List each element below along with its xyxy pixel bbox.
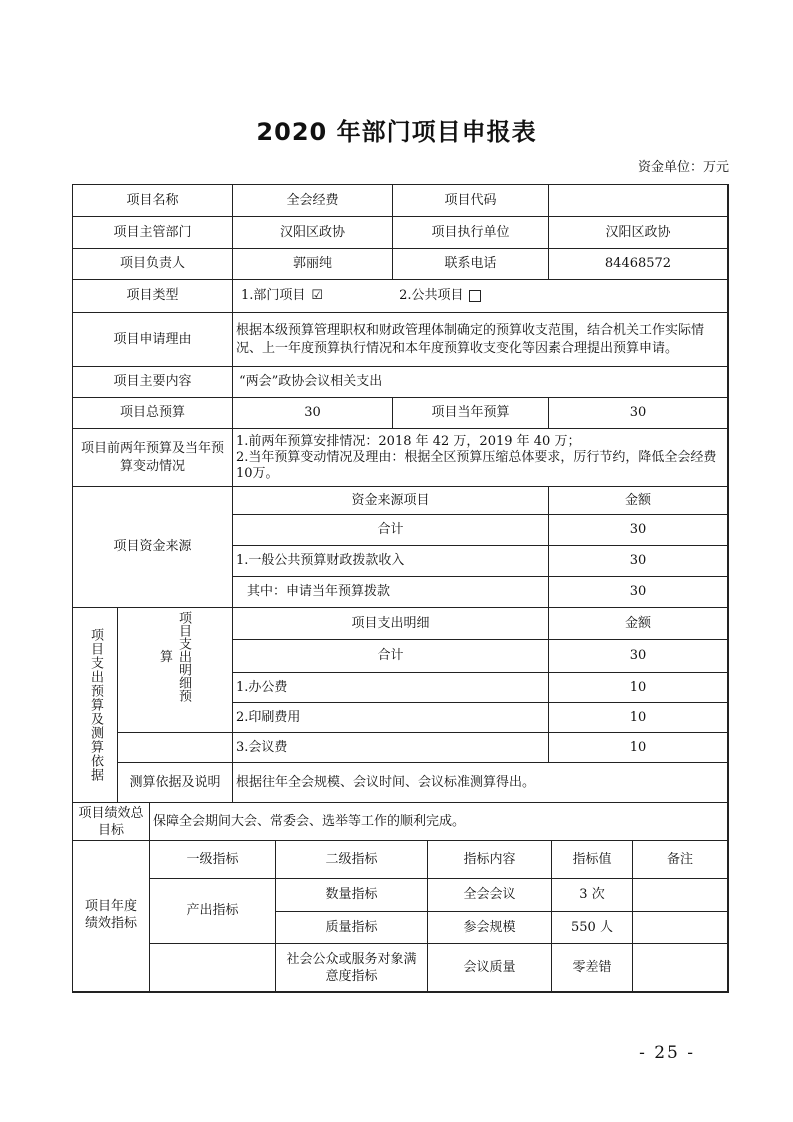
exec-unit-label: 项目执行单位 <box>393 217 549 249</box>
expense-row-amount: 30 <box>549 640 728 673</box>
level2-cell: 质量指标 <box>276 912 428 944</box>
funding-row-item: 1.一般公共预算财政拨款收入 <box>233 546 549 577</box>
funding-row-amount: 30 <box>549 546 728 577</box>
page-title: 2020 年部门项目申报表 <box>256 118 537 146</box>
unchecked-box-icon[interactable] <box>469 290 481 302</box>
reason-label: 项目申请理由 <box>73 313 233 367</box>
indicator-value: 3 次 <box>552 879 633 912</box>
currency-unit: 资金单位：万元 <box>637 160 729 175</box>
project-code-value <box>549 185 728 217</box>
goal-label: 项目绩效总目标 <box>73 803 150 841</box>
type-options <box>233 280 728 313</box>
project-name-value: 全会经费 <box>233 185 393 217</box>
funding-row-item: 合计 <box>233 515 549 546</box>
indicator-value: 零差错 <box>552 944 633 992</box>
expense-row-amount: 10 <box>549 703 728 733</box>
change-line-2: 2.当年预算变动情况及理由：根据全区预算压缩总体要求，厉行节约，降低全会经费10万。 <box>236 450 717 481</box>
dept-label: 项目主管部门 <box>73 217 233 249</box>
goal-text: 保障全会期间大会、常委会、选举等工作的顺利完成。 <box>150 803 728 841</box>
reason-text: 根据本级预算管理职权和财政管理体制确定的预算收支范围，结合机关工作实际情况、上一年度预算执行情况和本年度预算收支变化等因素合理提出预算申请。 <box>233 313 728 367</box>
total-budget-label: 项目总预算 <box>73 398 233 429</box>
current-budget-value: 30 <box>549 398 728 429</box>
change-text <box>233 429 728 487</box>
phone-label: 联系电话 <box>393 249 549 280</box>
expense-header-amount: 金额 <box>549 608 728 640</box>
phone-value: 84468572 <box>549 249 728 280</box>
expense-row-item: 3.会议费 <box>233 733 549 763</box>
type-option-dept: 1.部门项目 <box>241 288 306 303</box>
funding-label: 项目资金来源 <box>73 487 233 608</box>
person-label: 项目负责人 <box>73 249 233 280</box>
content-label: 项目主要内容 <box>73 367 233 398</box>
expense-blank-cell <box>118 733 233 763</box>
type-option-public: 2.公共项目 <box>399 288 464 303</box>
project-code-label: 项目代码 <box>393 185 549 217</box>
checked-box-icon[interactable]: ☑ <box>311 288 324 303</box>
header-value: 指标值 <box>552 841 633 879</box>
level2-cell: 数量指标 <box>276 879 428 912</box>
level2-cell: 社会公众或服务对象满意度指标 <box>276 944 428 992</box>
person-value: 郭丽纯 <box>233 249 393 280</box>
basis-label: 测算依据及说明 <box>118 763 233 803</box>
funding-row-amount: 30 <box>549 515 728 546</box>
expense-row-amount: 10 <box>549 673 728 703</box>
indicator-content: 会议质量 <box>428 944 552 992</box>
expense-subsection-vertical-text: 项目支出明细预 <box>176 611 191 702</box>
indicator-content: 参会规模 <box>428 912 552 944</box>
level1-output: 产出指标 <box>150 879 276 944</box>
expense-section-label: 项目支出预算及测算依据 <box>73 608 118 803</box>
expense-row-item: 2.印刷费用 <box>233 703 549 733</box>
current-budget-label: 项目当年预算 <box>393 398 549 429</box>
project-name-label: 项目名称 <box>73 185 233 217</box>
level1-blank <box>150 944 276 992</box>
exec-unit-value: 汉阳区政协 <box>549 217 728 249</box>
indicator-note <box>633 912 728 944</box>
expense-row-amount: 10 <box>549 733 728 763</box>
total-budget-value: 30 <box>233 398 393 429</box>
expense-subsection-side-text: 算 <box>160 650 174 665</box>
funding-row-item: 其中：申请当年预算拨款 <box>233 577 549 608</box>
indicator-content: 全会会议 <box>428 879 552 912</box>
dept-value: 汉阳区政协 <box>233 217 393 249</box>
indicator-value: 550 人 <box>552 912 633 944</box>
header-content: 指标内容 <box>428 841 552 879</box>
content-text: “两会”政协会议相关支出 <box>233 367 728 398</box>
type-label: 项目类型 <box>73 280 233 313</box>
indicator-note <box>633 944 728 992</box>
indicator-note <box>633 879 728 912</box>
funding-header-item: 资金来源项目 <box>233 487 549 515</box>
funding-row-amount: 30 <box>549 577 728 608</box>
change-label: 项目前两年预算及当年预算变动情况 <box>73 429 233 487</box>
page-number: - 25 - <box>639 1043 695 1063</box>
expense-blank-cell <box>118 703 233 733</box>
annual-indicators-label: 项目年度绩效指标 <box>73 841 150 992</box>
header-note: 备注 <box>633 841 728 879</box>
funding-header-amount: 金额 <box>549 487 728 515</box>
expense-header-item: 项目支出明细 <box>233 608 549 640</box>
basis-text: 根据往年全会规模、会议时间、会议标准测算得出。 <box>233 763 728 803</box>
header-level1: 一级指标 <box>150 841 276 879</box>
expense-row-item: 1.办公费 <box>233 673 549 703</box>
header-level2: 二级指标 <box>276 841 428 879</box>
expense-row-item: 合计 <box>233 640 549 673</box>
change-line-1: 1.前两年预算安排情况：2018 年 42 万，2019 年 40 万； <box>236 434 581 449</box>
